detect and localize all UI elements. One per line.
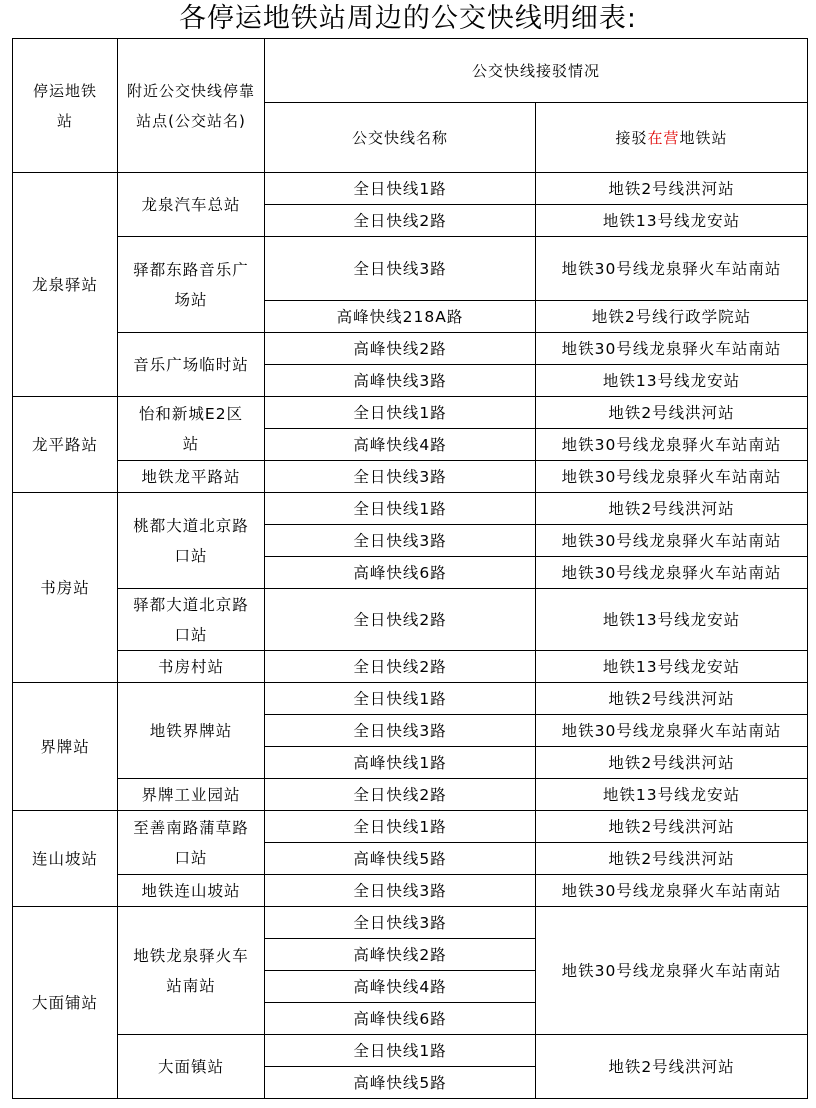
header-stop	[118, 39, 265, 173]
route-cell: 全日快线1路	[265, 173, 536, 205]
metro-cell: 地铁30号线龙泉驿火车站南站	[536, 237, 808, 301]
route-cell: 高峰快线6路	[265, 557, 536, 589]
metro-cell: 地铁2号线洪河站	[536, 173, 808, 205]
table-row	[13, 683, 808, 715]
table-row	[13, 493, 808, 525]
route-cell: 高峰快线2路	[265, 333, 536, 365]
table-row	[13, 875, 808, 907]
header-stop-label: 附近公交快线停靠站点(公交站名)	[126, 81, 255, 130]
station-cell: 大面铺站	[13, 907, 118, 1099]
header-metro-suffix: 地铁站	[679, 128, 728, 147]
table-row	[13, 589, 808, 651]
route-cell: 全日快线3路	[265, 907, 536, 939]
stop-cell: 书房村站	[118, 651, 265, 683]
stop-cell: 至善南路蒲草路口站	[118, 811, 265, 875]
route-cell: 全日快线2路	[265, 589, 536, 651]
route-cell: 全日快线3路	[265, 875, 536, 907]
table-row	[13, 811, 808, 843]
metro-cell: 地铁13号线龙安站	[536, 205, 808, 237]
table-row	[13, 333, 808, 365]
metro-cell: 地铁13号线龙安站	[536, 365, 808, 397]
route-cell: 高峰快线5路	[265, 843, 536, 875]
table-body	[13, 173, 808, 1099]
header-metro-prefix: 接驳	[615, 128, 648, 147]
route-cell: 全日快线3路	[265, 525, 536, 557]
route-cell: 高峰快线1路	[265, 747, 536, 779]
metro-cell: 地铁2号线洪河站	[536, 683, 808, 715]
header-station-label: 停运地铁站	[33, 81, 98, 130]
route-cell: 全日快线3路	[265, 715, 536, 747]
route-cell: 高峰快线6路	[265, 1003, 536, 1035]
stop-cell: 地铁龙泉驿火车站南站	[118, 907, 265, 1035]
route-cell: 高峰快线218A路	[265, 301, 536, 333]
station-cell: 界牌站	[13, 683, 118, 811]
metro-cell: 地铁30号线龙泉驿火车站南站	[536, 525, 808, 557]
stop-cell: 地铁龙平路站	[118, 461, 265, 493]
route-cell: 高峰快线4路	[265, 971, 536, 1003]
stop-cell: 龙泉汽车总站	[118, 173, 265, 237]
stop-cell: 地铁连山坡站	[118, 875, 265, 907]
station-cell: 龙泉驿站	[13, 173, 118, 397]
page-title: 各停运地铁站周边的公交快线明细表:	[178, 3, 638, 34]
metro-cell: 地铁13号线龙安站	[536, 779, 808, 811]
metro-cell: 地铁2号线洪河站	[536, 397, 808, 429]
table-row	[13, 651, 808, 683]
route-cell: 全日快线3路	[265, 237, 536, 301]
station-cell: 连山坡站	[13, 811, 118, 907]
route-cell: 全日快线2路	[265, 779, 536, 811]
stop-cell: 怡和新城E2区站	[118, 397, 265, 461]
route-cell: 全日快线1路	[265, 493, 536, 525]
route-cell: 高峰快线2路	[265, 939, 536, 971]
stop-cell: 桃都大道北京路口站	[118, 493, 265, 589]
route-cell: 高峰快线4路	[265, 429, 536, 461]
metro-cell: 地铁30号线龙泉驿火车站南站	[536, 715, 808, 747]
table-row	[13, 1035, 808, 1067]
metro-cell: 地铁30号线龙泉驿火车站南站	[536, 557, 808, 589]
table-row	[13, 397, 808, 429]
table-row	[13, 907, 808, 939]
metro-cell: 地铁30号线龙泉驿火车站南站	[536, 875, 808, 907]
table-row	[13, 237, 808, 301]
station-cell: 龙平路站	[13, 397, 118, 493]
header-metro	[536, 103, 808, 173]
header-connection: 公交快线接驳情况	[265, 39, 808, 103]
route-cell: 全日快线1路	[265, 683, 536, 715]
route-cell: 全日快线3路	[265, 461, 536, 493]
route-cell: 全日快线2路	[265, 205, 536, 237]
table-row	[13, 779, 808, 811]
metro-cell: 地铁2号线洪河站	[536, 1035, 808, 1099]
route-cell: 全日快线1路	[265, 1035, 536, 1067]
stop-cell: 地铁界牌站	[118, 683, 265, 779]
bus-express-table	[12, 38, 808, 1099]
metro-cell: 地铁2号线行政学院站	[536, 301, 808, 333]
metro-cell: 地铁30号线龙泉驿火车站南站	[536, 907, 808, 1035]
route-cell: 全日快线1路	[265, 397, 536, 429]
stop-cell: 界牌工业园站	[118, 779, 265, 811]
station-cell: 书房站	[13, 493, 118, 683]
stop-cell: 音乐广场临时站	[118, 333, 265, 397]
metro-cell: 地铁13号线龙安站	[536, 651, 808, 683]
metro-cell: 地铁30号线龙泉驿火车站南站	[536, 333, 808, 365]
route-cell: 全日快线1路	[265, 811, 536, 843]
route-cell: 全日快线2路	[265, 651, 536, 683]
header-route: 公交快线名称	[265, 103, 536, 173]
header-metro-highlight: 在营	[647, 128, 680, 147]
metro-cell: 地铁2号线洪河站	[536, 747, 808, 779]
stop-cell: 驿都东路音乐广场站	[118, 237, 265, 333]
metro-cell: 地铁30号线龙泉驿火车站南站	[536, 429, 808, 461]
metro-cell: 地铁30号线龙泉驿火车站南站	[536, 461, 808, 493]
stop-cell: 驿都大道北京路口站	[118, 589, 265, 651]
stop-cell: 大面镇站	[118, 1035, 265, 1099]
metro-cell: 地铁2号线洪河站	[536, 493, 808, 525]
table-row	[13, 461, 808, 493]
metro-cell: 地铁2号线洪河站	[536, 811, 808, 843]
metro-cell: 地铁13号线龙安站	[536, 589, 808, 651]
table-row	[13, 173, 808, 205]
route-cell: 高峰快线3路	[265, 365, 536, 397]
metro-cell: 地铁2号线洪河站	[536, 843, 808, 875]
header-station	[13, 39, 118, 173]
route-cell: 高峰快线5路	[265, 1067, 536, 1099]
